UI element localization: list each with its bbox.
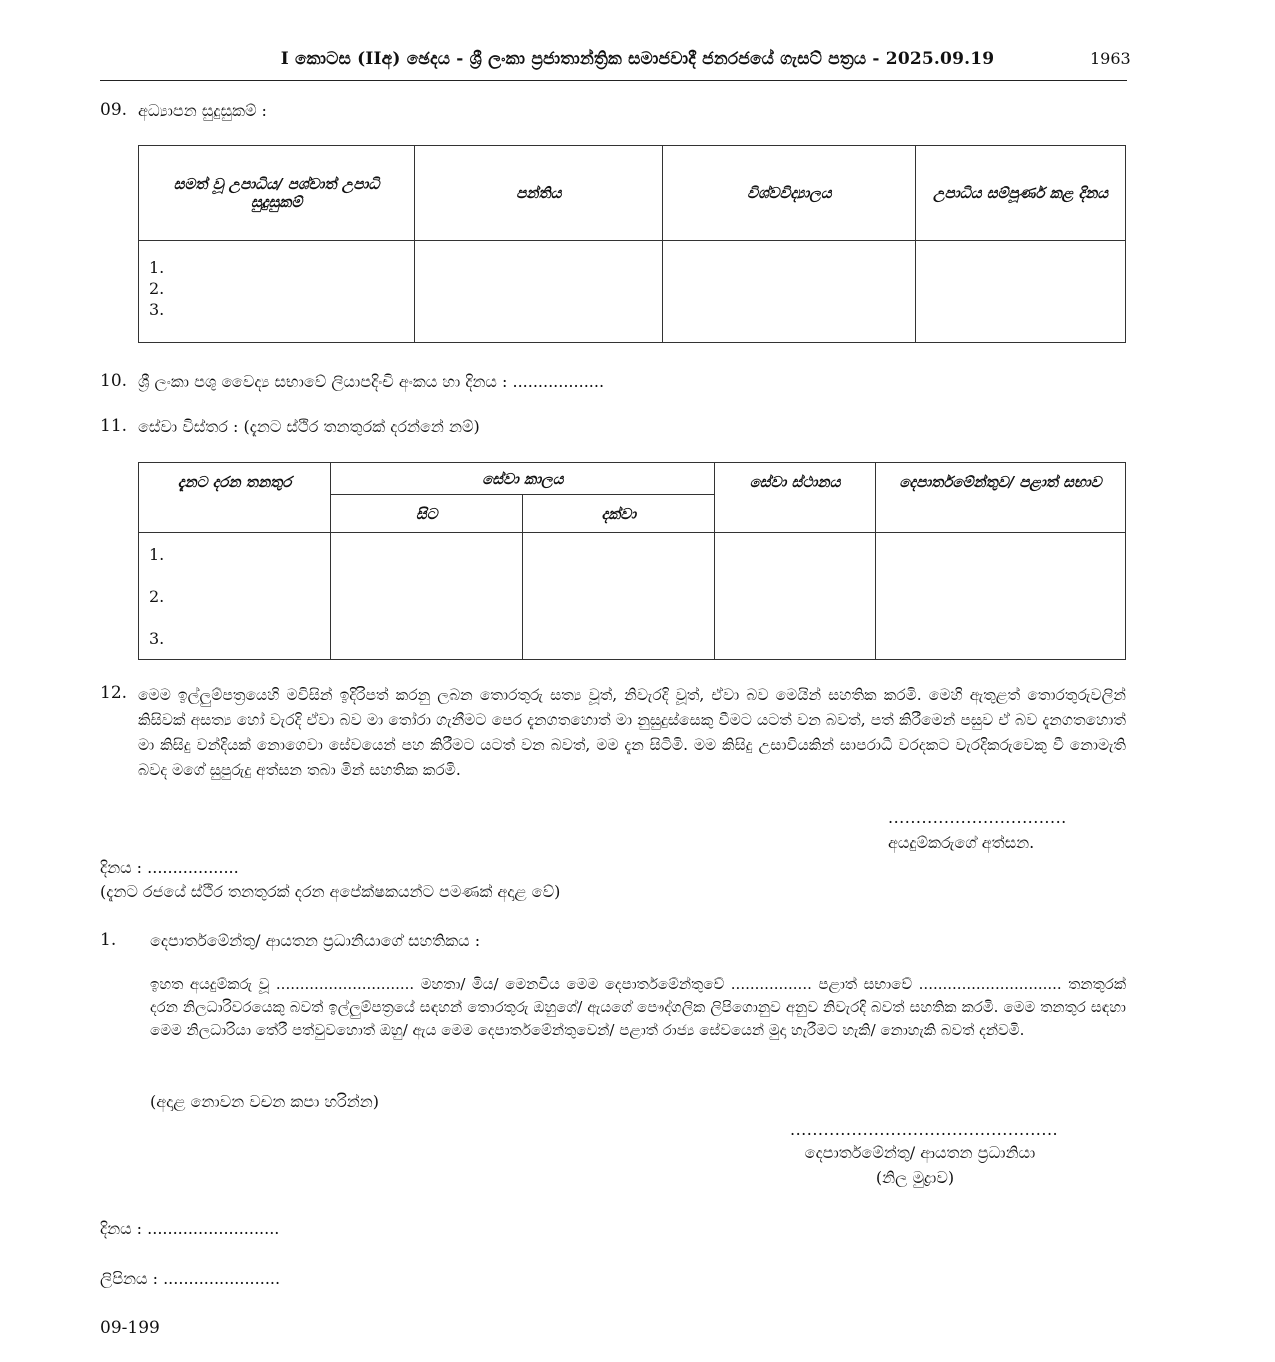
edu-cell-date <box>916 241 1126 343</box>
edu-cell-university <box>663 241 916 343</box>
edu-row-3: 3. <box>149 300 165 319</box>
edu-header-completion-date: උපාධිය සම්පූර්ණ කළ දිනය <box>916 146 1126 241</box>
svc-row-1: 1. <box>149 545 165 564</box>
certificate-title: දෙපාර්තමේන්තු/ ආයතන ප්‍රධානියාගේ සහතිකය : <box>150 931 481 950</box>
certificate-body: ඉහත අයදුම්කරු වූ ............................. මහතා/ මිය/ මෙනවිය මෙම දෙපාර්තමේන්තුවේ ................. පළාත් සභාවේ .............................. තනතුරක් දරන නිලධාරිවරයෙකු බවත් ඉල්ලුම්පත්‍රයේ සඳහන් තොරතුරු ඔහුගේ/ ඇයගේ පෞද්ගලික ලිපිගොනුව අනුව නිවැරදි බවත් සහතික කරමි. මෙම තනතුර සඳහා මෙම නිලධාරියා තේරී පත්වුවහොත් ඔහු/ ඇය මෙම දෙපාර්තමේන්තුවෙන්/ පළාත් රාජ්‍ය සේවයෙන් මුදා හැරීමට හැකි/ නොහැකි බවත් දන්වමි. <box>150 975 1126 1039</box>
section-10-text: ශ්‍රී ලංකා පශු වෛද්‍ය සභාවේ ලියාපදිංචි අංකය හා දිනය : .................. <box>138 372 605 391</box>
edu-header-qualification: සමත් වූ උපාධිය/ පශ්චාත් උපාධි සුදුසුකම් <box>139 146 415 241</box>
svc-header-station: සේවා ස්ථානය <box>715 463 875 533</box>
applicant-signature-line: ................................ <box>888 808 1067 827</box>
section-12-declaration: මෙම ඉල්ලුම්පත්‍රයෙහි මවිසින් ඉදිරිපත් කරනු ලබන තොරතුරු සත්‍ය වූත්, නිවැරදි වූත්, ඒවා බව මෙයින් සහතික කරමි. මෙහි ඇතුළත් තොරතුරුවලින් කිසිවක් අසත්‍ය හෝ වැරදි ඒවා බව මා තෝරා ගැනීමට පෙර දැනගතහොත් මා නුසුදුස්සෙකු වීමට යටත් වන බවත්, පත් කිරීමෙන් පසුව ඒ බව දැනගතහොත් මා කිසිදු වන්දියක් නොගෙවා සේවයෙන් පහ කිරීමට යටත් වන බවත්, මම දැන සිටිමි. මම කිසිදු උසාවියකින් සාපරාධී වරදකට වැරදිකරුවෙකු වී නොමැති බවද මගේ සුපුරුදු අත්සන තබා මින් සහතික කරමි. <box>138 686 1126 779</box>
certificate-number: 1. <box>100 930 117 950</box>
head-signature-line: ................................................ <box>790 1120 1059 1139</box>
section-11-text: සේවා විස්තර : (දැනට ස්ථිර තනතුරක් දරන්නේ නම්) <box>138 417 480 436</box>
strike-out-note: (අදාළ නොවන වචන කපා හරින්න) <box>150 1092 379 1111</box>
gazette-header-title: I කොටස (IIඅ) ඡෙදය - ශ්‍රී ලංකා ප්‍රජාතාන්ත්‍රික සමාජවාදී ජනරජයේ ගැසට් පත්‍රය - 2025.09.19 <box>280 49 995 69</box>
declaration-date-line: දිනය : .................. <box>100 858 239 877</box>
svc-header-to: දක්වා <box>523 495 715 533</box>
official-seal-label: (නිල මුද්‍රාව) <box>875 1168 955 1187</box>
edu-cell-class <box>415 241 663 343</box>
svc-header-from: සිට <box>331 495 523 533</box>
section-10-number: 10. <box>100 371 128 391</box>
svc-row-numbers <box>139 533 331 660</box>
edu-header-university: විශ්වවිද්‍යාලය <box>663 146 916 241</box>
service-table <box>138 462 1126 660</box>
section-9-number: 09. <box>100 100 128 120</box>
svc-cell-station <box>715 533 875 660</box>
address-line: ලිපිනය : ....................... <box>100 1269 281 1288</box>
head-signature-label: දෙපාර්තමේන්තු/ ආයතන ප්‍රධානියා <box>804 1143 1036 1162</box>
edu-row-1: 1. <box>149 258 165 277</box>
svc-row-2: 2. <box>149 587 165 606</box>
applicant-signature-label: අයදුම්කරුගේ අත්සන. <box>888 833 1035 852</box>
section-11-number: 11. <box>100 416 128 436</box>
svc-cell-department <box>875 533 1125 660</box>
svc-header-period: සේවා කාලය <box>331 463 715 495</box>
government-applicants-note: (දැනට රජයේ ස්ථිර තනතුරක් දරන අපේක්ෂකයන්ට පමණක් අදාළ වේ) <box>100 882 561 901</box>
svc-row-3: 3. <box>149 629 165 648</box>
certificate-date-line: දිනය : .......................... <box>100 1219 280 1238</box>
svc-header-department: දෙපාර්තමේන්තුව/ පළාත් සභාව <box>875 463 1125 533</box>
edu-header-class: පන්තිය <box>415 146 663 241</box>
page-number: 1963 <box>1090 49 1131 68</box>
svc-cell-from <box>331 533 523 660</box>
notice-code: 09-199 <box>100 1318 160 1338</box>
header-divider <box>100 80 1127 81</box>
section-12-number: 12. <box>100 683 128 703</box>
edu-row-2: 2. <box>149 279 165 298</box>
edu-row-numbers <box>139 241 415 343</box>
section-9-label: අධ්‍යාපන සුදුසුකම් : <box>138 101 267 120</box>
svc-header-position: දැනට දරන තනතුර <box>139 463 331 533</box>
svc-cell-to <box>523 533 715 660</box>
education-table <box>138 145 1126 343</box>
